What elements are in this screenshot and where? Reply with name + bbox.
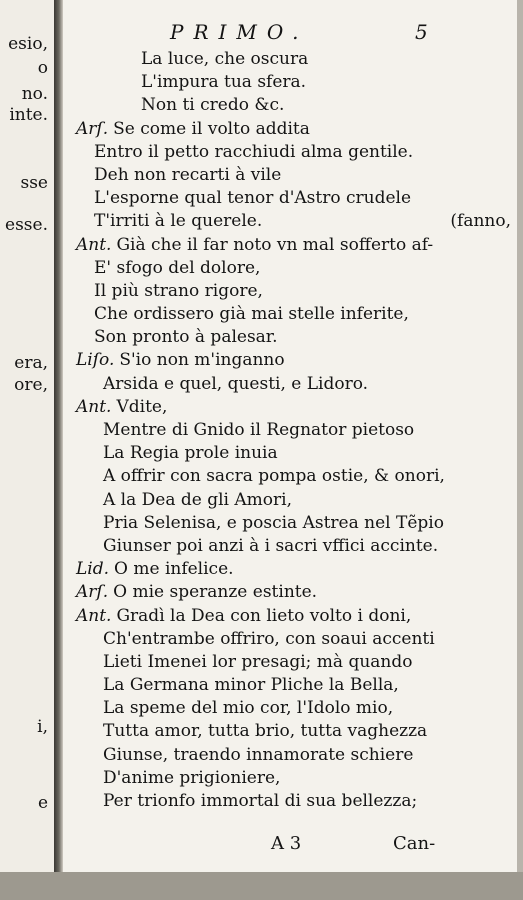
verse-line: [63, 674, 517, 697]
verse-text: [63, 48, 517, 813]
verse-line-text: Giunser poi anzi à i sacri vffici accinte.: [103, 535, 439, 556]
turn-line-text: (fanno,: [450, 211, 511, 232]
catchword: Can-: [393, 833, 436, 854]
verse-line: [63, 71, 517, 94]
verse-line: [63, 558, 517, 581]
verse-line-text: Vdite,: [116, 396, 168, 417]
verse-line: [63, 767, 517, 790]
page-bottom-edge: [0, 872, 523, 900]
running-head-title: PRIMO.: [170, 20, 309, 44]
verse-line-text: La luce, che oscura: [141, 49, 309, 69]
verse-line: [63, 187, 517, 210]
verse-line: [63, 512, 517, 535]
verse-line-text: Son pronto à palesar.: [94, 327, 278, 348]
verse-line-text: La speme del mio cor, l'Idolo mio,: [103, 698, 394, 719]
verse-line-text: La Regia prole inuia: [103, 443, 278, 464]
left-page-fragment: i,: [37, 717, 48, 737]
verse-line: [63, 489, 517, 512]
verse-line: [63, 628, 517, 651]
left-page-fragment: sse: [20, 173, 48, 193]
verse-line-text: A la Dea de gli Amori,: [103, 489, 292, 510]
verse-line: [63, 465, 517, 488]
speaker-abbreviation: Ant.: [76, 605, 112, 626]
verse-line-text: Pria Selenisa, e poscia Astrea nel Tẽpio: [103, 512, 444, 533]
verse-line-text: La Germana minor Pliche la Bella,: [103, 675, 399, 696]
speaker-abbreviation: Ant.: [76, 234, 112, 255]
verse-line-text: O mie speranze estinte.: [113, 582, 318, 603]
verse-line-text: D'anime prigioniere,: [103, 767, 281, 788]
verse-line: [63, 210, 517, 233]
verse-line-text: Giunse, traendo innamorate schiere: [103, 744, 414, 765]
verse-line-text: E' sfogo del dolore,: [94, 257, 261, 278]
verse-line: [63, 94, 517, 117]
verse-line: [63, 396, 517, 419]
verse-line: [63, 234, 517, 257]
verse-line-text: Ch'entrambe offriro, con soaui accenti: [103, 628, 435, 649]
verse-line-text: Già che il far noto vn mal sofferto af-: [116, 234, 434, 255]
verse-line-text: Mentre di Gnido il Regnator pietoso: [103, 420, 415, 440]
left-page-fragment: esio,: [8, 34, 48, 54]
verse-line-text: Lieti Imenei lor presagi; mà quando: [103, 651, 413, 672]
verse-line: [63, 326, 517, 349]
left-page-fragment: inte.: [9, 105, 48, 125]
verse-line-text: Non ti credo &c.: [141, 95, 285, 116]
speaker-abbreviation: Lid.: [76, 559, 110, 580]
speaker-abbreviation: Ant.: [76, 396, 112, 417]
verse-line: [63, 535, 517, 558]
verse-line: [63, 697, 517, 720]
verse-line: [63, 303, 517, 326]
verse-line: [63, 118, 517, 141]
left-page-fragment: era,: [14, 353, 48, 373]
verse-line-text: A offrir con sacra pompa ostie, & onori,: [103, 466, 445, 487]
verse-line-text: Entro il petto racchiudi alma gentile.: [94, 141, 414, 162]
verse-line: [63, 280, 517, 303]
verse-line-text: Arsida e quel, questi, e Lidoro.: [103, 373, 369, 394]
verse-line: [63, 651, 517, 674]
page-number: 5: [415, 20, 428, 44]
left-page-fragment: ore,: [14, 375, 48, 395]
left-page: [0, 0, 54, 900]
speaker-abbreviation: Liſo.: [76, 350, 115, 371]
left-page-fragment: no.: [21, 84, 48, 104]
verse-line: [63, 744, 517, 767]
verse-line: [63, 720, 517, 743]
verse-line: [63, 419, 517, 442]
verse-line: [63, 790, 517, 813]
verse-line-text: Che ordissero già mai stelle inferite,: [94, 304, 409, 325]
verse-line-text: L'impura tua sfera.: [141, 72, 307, 93]
left-page-fragment: e: [37, 793, 48, 813]
verse-line-text: Gradì la Dea con lieto volto i doni,: [116, 605, 412, 626]
left-page-fragment: esse.: [5, 215, 48, 235]
verse-line-text: Se come il volto addita: [113, 118, 310, 139]
verse-line: [63, 581, 517, 604]
verse-line-text: Tutta amor, tutta brio, tutta vaghezza: [103, 721, 428, 742]
book-gutter: [54, 0, 63, 900]
verse-line-text: Per trionfo immortal di sua bellezza;: [103, 791, 418, 811]
signature-mark: A 3: [271, 833, 302, 854]
verse-line: [63, 141, 517, 164]
verse-line: [63, 442, 517, 465]
speaker-abbreviation: Arſ.: [76, 582, 109, 603]
running-head: [63, 20, 517, 46]
right-page: [63, 0, 517, 872]
verse-line: [63, 373, 517, 396]
verse-line: [63, 48, 517, 71]
verse-line: [63, 605, 517, 628]
verse-line-text: T'irriti à le querele.: [94, 211, 263, 232]
verse-line-text: Deh non recarti à vile: [94, 164, 282, 185]
left-page-fragment: o: [37, 58, 48, 78]
verse-line-text: Il più strano rigore,: [94, 280, 263, 301]
verse-line: [63, 257, 517, 280]
speaker-abbreviation: Arſ.: [76, 118, 109, 139]
verse-line-text: S'io non m'inganno: [119, 350, 285, 371]
verse-line-text: O me infelice.: [114, 559, 234, 580]
verse-line: [63, 349, 517, 372]
page-footer: [63, 833, 517, 859]
verse-line: [63, 164, 517, 187]
verse-line-text: L'esporne qual tenor d'Astro crudele: [94, 188, 412, 209]
